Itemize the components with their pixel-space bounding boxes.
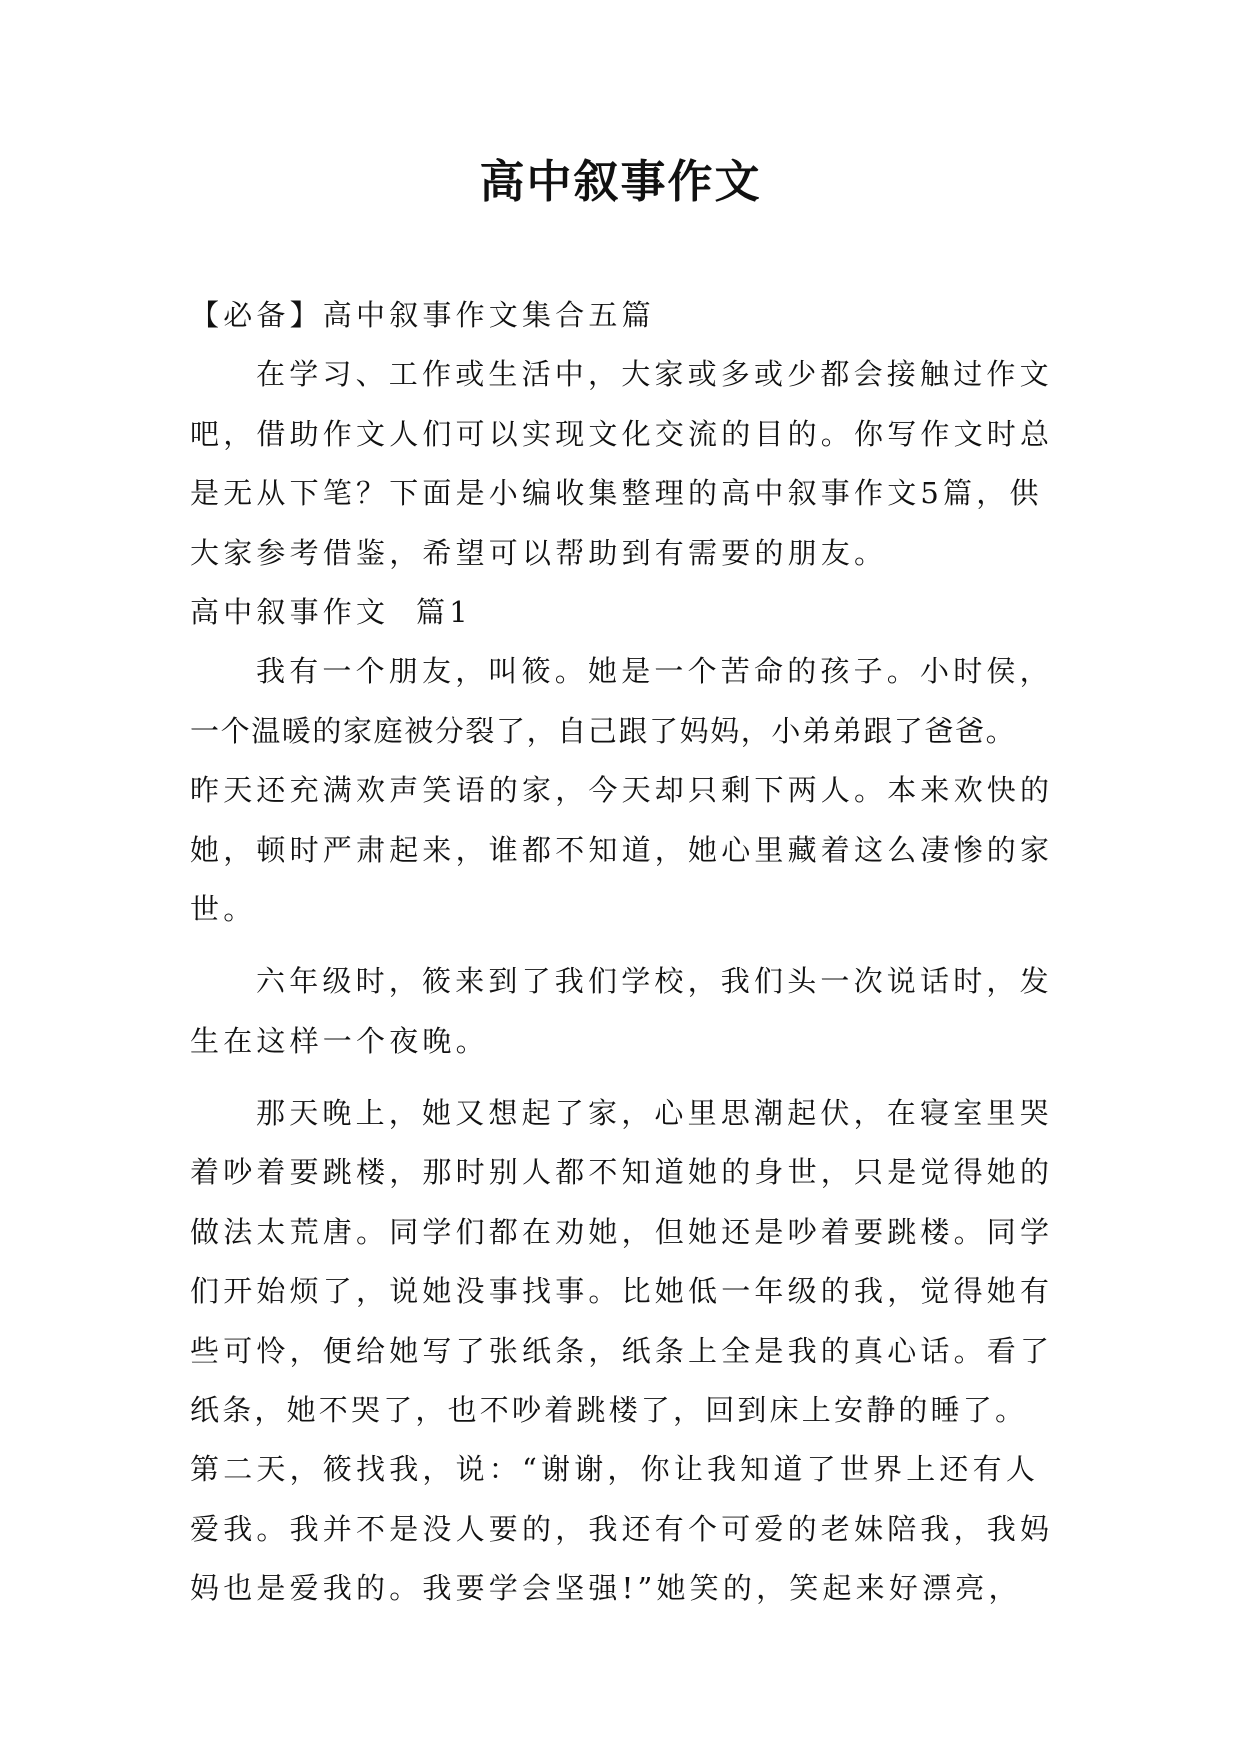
document-subtitle: 【必备】高中叙事作文集合五篇: [190, 298, 655, 332]
text-line: 她，顿时严肃起来，谁都不知道，她心里藏着这么凄惨的家: [190, 832, 1054, 867]
section-heading: 高中叙事作文 篇1: [190, 594, 472, 629]
text-line: 们开始烦了，说她没事找事。比她低一年级的我，觉得她有: [190, 1274, 1054, 1309]
text-line: 世。: [190, 891, 257, 926]
text-line: 我有一个朋友，叫筱。她是一个苦命的孩子。小时侯，: [256, 654, 1053, 689]
text-line: 昨天还充满欢声笑语的家，今天却只剩下两人。本来欢快的: [190, 773, 1054, 808]
document-body: [190, 286, 1060, 1619]
text-line: 做法太荒唐。同学们都在劝她，但她还是吵着要跳楼。同学: [190, 1214, 1054, 1249]
text-line: 六年级时，筱来到了我们学校，我们头一次说话时，发: [256, 964, 1053, 999]
paragraph-1: [190, 642, 1060, 939]
text-line: 爱我。我并不是没人要的，我还有个可爱的老妹陪我，我妈: [190, 1511, 1054, 1546]
text-line: 些可怜，便给她写了张纸条，纸条上全是我的真心话。看了: [190, 1333, 1054, 1368]
paragraph-3: [190, 1084, 1060, 1619]
document-title: 高中叙事作文: [479, 155, 762, 208]
paragraph-2: [190, 952, 1060, 1071]
text-line: 第二天，筱找我，说：“谢谢，你让我知道了世界上还有人: [190, 1452, 1040, 1487]
text-line: 妈也是爱我的。我要学会坚强!”她笑的，笑起来好漂亮，: [190, 1571, 1022, 1606]
intro-paragraph: [190, 345, 1060, 583]
text-line: 大家参考借鉴，希望可以帮助到有需要的朋友。: [190, 535, 888, 570]
text-line: 在学习、工作或生活中，大家或多或少都会接触过作文: [256, 357, 1053, 392]
text-line: 着吵着要跳楼，那时别人都不知道她的身世，只是觉得她的: [190, 1155, 1054, 1190]
text-line: 那天晚上，她又想起了家，心里思潮起伏，在寝室里哭: [256, 1096, 1053, 1131]
text-line: 一个温暖的家庭被分裂了，自己跟了妈妈，小弟弟跟了爸爸。: [190, 713, 1017, 748]
text-line: 生在这样一个夜晚。: [190, 1023, 489, 1058]
text-line: 是无从下笔？下面是小编收集整理的高中叙事作文5篇，供: [190, 476, 1043, 511]
paragraph-gap: [190, 939, 1060, 952]
text-line: 吧，借助作文人们可以实现文化交流的目的。你写作文时总: [190, 416, 1054, 451]
paragraph-gap: [190, 1071, 1060, 1084]
text-line: 纸条，她不哭了，也不吵着跳楼了，回到床上安静的睡了。: [190, 1393, 1028, 1428]
